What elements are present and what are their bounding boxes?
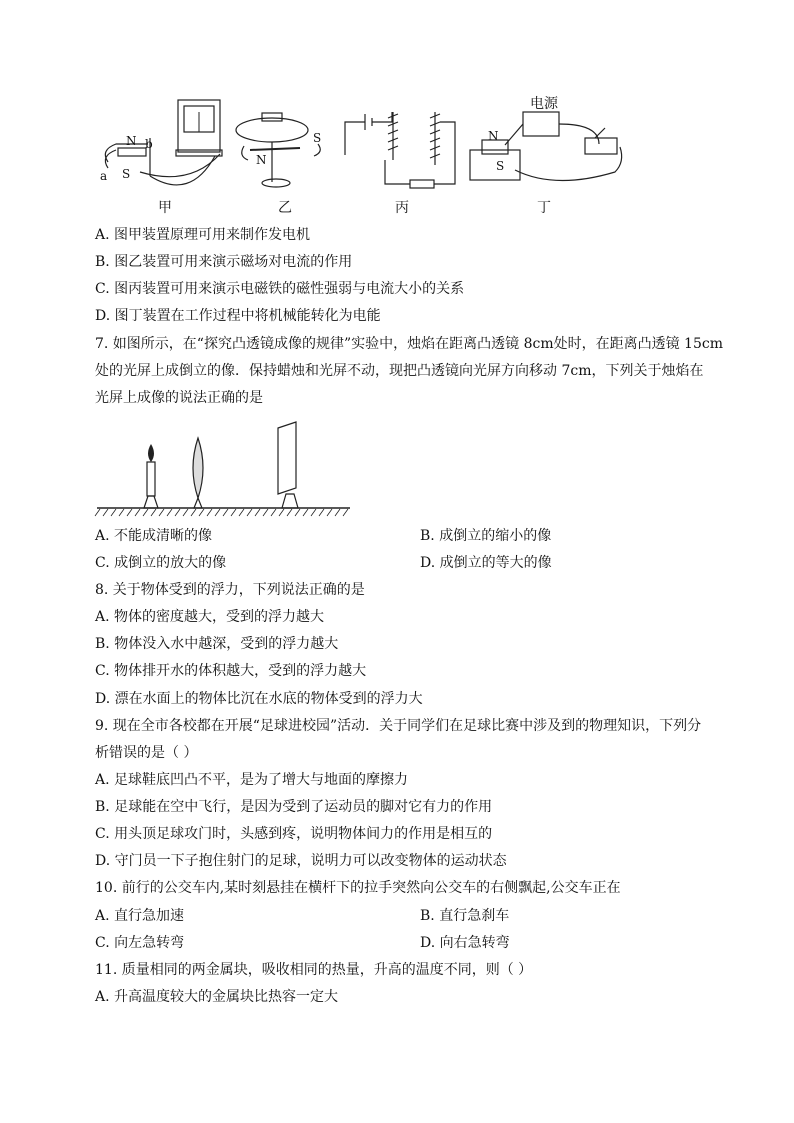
q8-option-b: B. 物体没入水中越深，受到的浮力越大 [95,636,339,652]
letter-n-ding: N [488,129,499,143]
q11-option-a: A. 升高温度较大的金属块比热容一定大 [95,989,339,1005]
q8-option-c: C. 物体排开水的体积越大，受到的浮力越大 [95,663,367,679]
figure-label-jia: 甲 [158,200,172,216]
figure-ding [470,112,622,181]
figure-label-yi: 乙 [278,200,292,216]
q11-stem: 11. 质量相同的两金属块，吸收相同的热量，升高的温度不同，则（ ） [95,962,533,978]
q10-option-d: D. 向右急转弯 [420,935,510,951]
q9-stem-line-1: 9. 现在全市各校都在开展“足球进校园”活动．关于同学们在足球比赛中涉及到的物理知识，下列分 [95,718,702,734]
convex-lens [193,438,203,508]
q7-option-a: A. 不能成清晰的像 [95,528,213,544]
q9-option-b: B. 足球能在空中飞行，是因为受到了运动员的脚对它有力的作用 [95,799,493,815]
letter-n-yi: N [256,153,267,167]
q10-option-b: B. 直行急刹车 [420,908,510,924]
q7-option-b: B. 成倒立的缩小的像 [420,528,552,544]
q10-option-a: A. 直行急加速 [95,908,185,924]
letter-b: b [145,137,153,151]
q8-option-d: D. 漂在水面上的物体比沉在水底的物体受到的浮力大 [95,691,423,707]
q6-option-a: A. 图甲装置原理可用来制作发电机 [95,227,311,243]
q10-option-c: C. 向左急转弯 [95,935,185,951]
letter-s-jia: S [122,167,131,181]
letter-a: a [100,169,108,183]
figure-label-bing: 丙 [395,200,409,216]
q10-stem: 10. 前行的公交车内,某时刻悬挂在横杆下的拉手突然向公交车的右侧飘起,公交车正在 [95,880,621,896]
q7-stem-line-2: 处的光屏上成倒立的像．保持蜡烛和光屏不动，现把凸透镜向光屏方向移动 7cm，下列关于烛焰在 [95,363,704,379]
letter-n-jia: N [126,134,137,148]
q7-stem-line-3: 光屏上成像的说法正确的是 [95,390,263,406]
q7-stem-line-1: 7. 如图所示，在“探究凸透镜成像的规律”实验中，烛焰在距离凸透镜 8cm处时，在距离凸透镜 15cm [95,336,723,352]
q8-stem: 8. 关于物体受到的浮力，下列说法正确的是 [95,582,365,598]
q7-option-d: D. 成倒立的等大的像 [420,555,552,571]
q9-option-c: C. 用头顶足球攻门时，头感到疼，说明物体间力的作用是相互的 [95,826,493,842]
figure-yi [236,113,320,187]
q8-option-a: A. 物体的密度越大，受到的浮力越大 [95,609,325,625]
q7-option-c: C. 成倒立的放大的像 [95,555,227,571]
letter-s-yi: S [313,131,322,145]
figure-lens-bench [0,420,794,520]
power-supply-label: 电源 [530,96,558,112]
letter-s-ding: S [496,159,505,173]
candle [144,444,158,508]
q9-option-d: D. 守门员一下子抱住射门的足球，说明力可以改变物体的运动状态 [95,853,507,869]
figure-label-ding: 丁 [537,200,551,216]
light-screen [278,422,298,508]
q6-option-b: B. 图乙装置可用来演示磁场对电流的作用 [95,254,353,270]
q6-option-c: C. 图丙装置可用来演示电磁铁的磁性强弱与电流大小的关系 [95,281,465,297]
q9-stem-line-2: 析错误的是（ ） [95,745,198,761]
q9-option-a: A. 足球鞋底凹凸不平，是为了增大与地面的摩擦力 [95,772,409,788]
q6-option-d: D. 图丁装置在工作过程中将机械能转化为电能 [95,308,381,324]
figure-bing [345,112,455,188]
figure-apparatus [0,0,794,200]
